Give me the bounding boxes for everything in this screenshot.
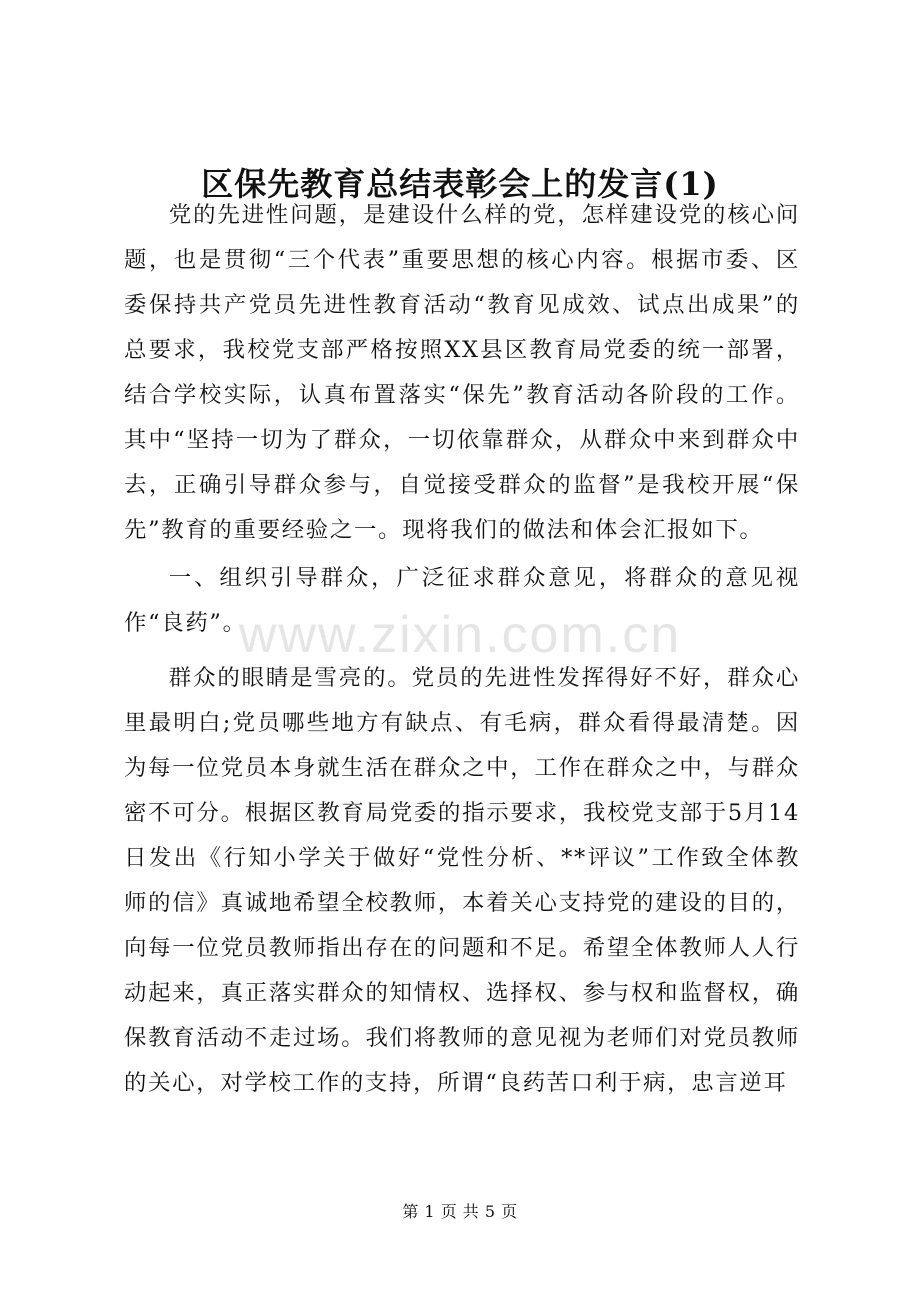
paragraph-section-heading: 一、组织引导群众，广泛征求群众意见，将群众的意见视作“良药”。 [124, 565, 800, 636]
paragraph-body: 群众的眼睛是雪亮的。党员的先进性发挥得好不好，群众心里最明白;党员哪些地方有缺点、有毛病，群众看得最清楚。因为每一位党员本身就生活在群众之中，工作在群众之中，与群众密不可分。根据区教育局党委的指示要求，我校党支部于5月14日发出《行知小学关于做好“党性分析、**评议”工作致全体教师的信》真诚地希望全校教师，本着关心支持党的建设的目的，向每一位党员教师指出存在的问题和不足。希望全体教师人人行动起来，真正落实群众的知情权、选择权、参与权和监督权，确保教育活动不走过场。我们将教师的意见视为老师们对党员教师的关心，对学校工作的支持，所谓“良药苦口利于病，忠言逆耳 [124, 665, 800, 1096]
paragraph-intro: 党的先进性问题，是建设什么样的党，怎样建设党的核心问题，也是贯彻“三个代表”重要思想的核心内容。根据市委、区委保持共产党员先进性教育活动“教育见成效、试点出成果”的总要求，我校党支部严格按照XX县区教育局党委的统一部署，结合学校实际，认真布置落实“保先”教育活动各阶段的工作。其中“坚持一切为了群众，一切依靠群众，从群众中来到群众中去，正确引导群众参与，自觉接受群众的监督”是我校开展“保先”教育的重要经验之一。现将我们的做法和体会汇报如下。 [124, 202, 800, 543]
document-body [124, 193, 800, 1106]
watermark: www.zixin.com.cn [238, 606, 682, 664]
page-footer: 第 1 页 共 5 页 [402, 1202, 518, 1221]
document-title: 区保先教育总结表彰会上的发言(1) [201, 165, 719, 203]
